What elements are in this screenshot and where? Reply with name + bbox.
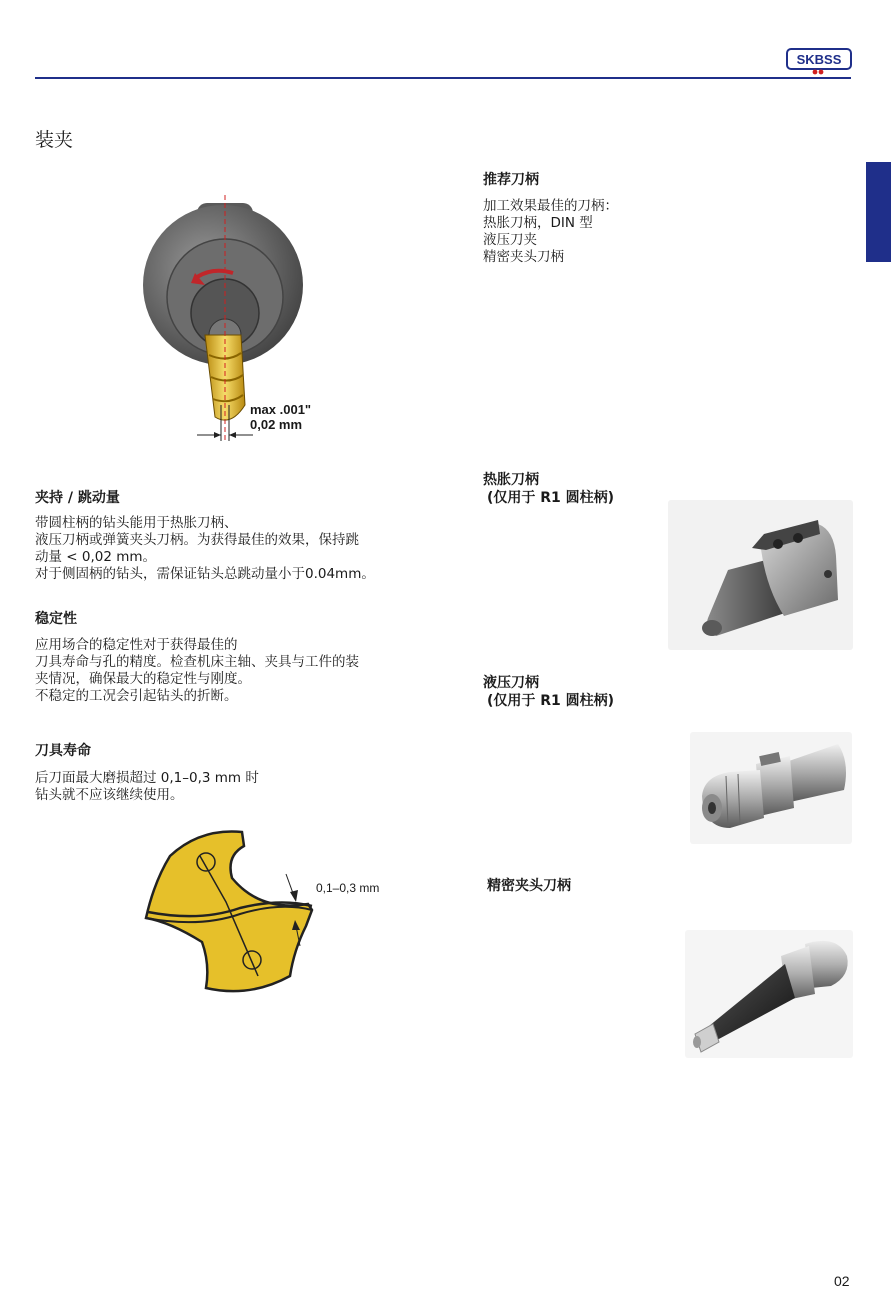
recommended-line: 液压刀夹 — [483, 232, 537, 248]
holder-title: 热胀刀柄 — [483, 472, 539, 488]
skbss-logo — [786, 48, 852, 76]
clamping-line: 液压刀柄或弹簧夹头刀柄。为获得最佳的效果，保持跳 — [35, 532, 359, 548]
recommended-heading: 推荐刀柄 — [483, 172, 539, 188]
shrink-fit-holder-icon — [668, 500, 853, 650]
clamping-line: 动量 < 0,02 mm。 — [35, 549, 157, 565]
clamping-line: 对于侧固柄的钻头，需保证钻头总跳动量小于0.04mm。 — [35, 566, 375, 582]
tool-life-text — [35, 770, 259, 804]
recommended-text — [483, 198, 618, 266]
wear-figure — [140, 826, 325, 998]
hydraulic-holder-icon — [690, 732, 852, 844]
collet-chuck-holder-icon — [685, 930, 853, 1058]
stability-line: 不稳定的工况会引起钻头的折断。 — [35, 688, 238, 704]
page-title: 装夹 — [35, 129, 74, 151]
recommended-line: 加工效果最佳的刀柄： — [483, 198, 618, 214]
page-number: 02 — [834, 1273, 850, 1289]
tool-life-line: 后刀面最大磨损超过 0,1–0,3 mm 时 — [35, 770, 259, 786]
stability-line: 应用场合的稳定性对于获得最佳的 — [35, 637, 238, 653]
holder-subtitle: (仅用于 R1 圆柱柄) — [487, 490, 615, 506]
clamping-heading: 夹持 / 跳动量 — [35, 490, 120, 506]
clamping-line: 带圆柱柄的钻头能用于热胀刀柄、 — [35, 515, 238, 531]
tool-life-line: 钻头就不应该继续使用。 — [35, 787, 184, 803]
stability-text — [35, 637, 359, 705]
wear-label: 0,1–0,3 mm — [316, 881, 380, 895]
header-rule — [35, 77, 851, 79]
section-tab — [866, 162, 891, 262]
stability-line: 夹情况，确保最大的稳定性与刚度。 — [35, 671, 251, 687]
holder-subtitle: (仅用于 R1 圆柱柄) — [487, 693, 615, 709]
recommended-line: 热胀刀柄，DIN 型 — [483, 215, 593, 231]
runout-label-inch: max .001" — [250, 402, 312, 417]
recommended-line: 精密夹头刀柄 — [483, 249, 564, 265]
logo-text: SKBSS — [796, 52, 842, 67]
holder-title: 液压刀柄 — [483, 675, 539, 691]
runout-label-mm: 0,02 mm — [250, 417, 303, 432]
stability-line: 刀具寿命与孔的精度。检查机床主轴、夹具与工件的装 — [35, 654, 359, 670]
tool-life-heading: 刀具寿命 — [35, 743, 91, 759]
clamping-text — [35, 515, 375, 583]
stability-heading: 稳定性 — [35, 611, 77, 627]
runout-label — [250, 402, 311, 432]
holder-title: 精密夹头刀柄 — [487, 878, 571, 894]
